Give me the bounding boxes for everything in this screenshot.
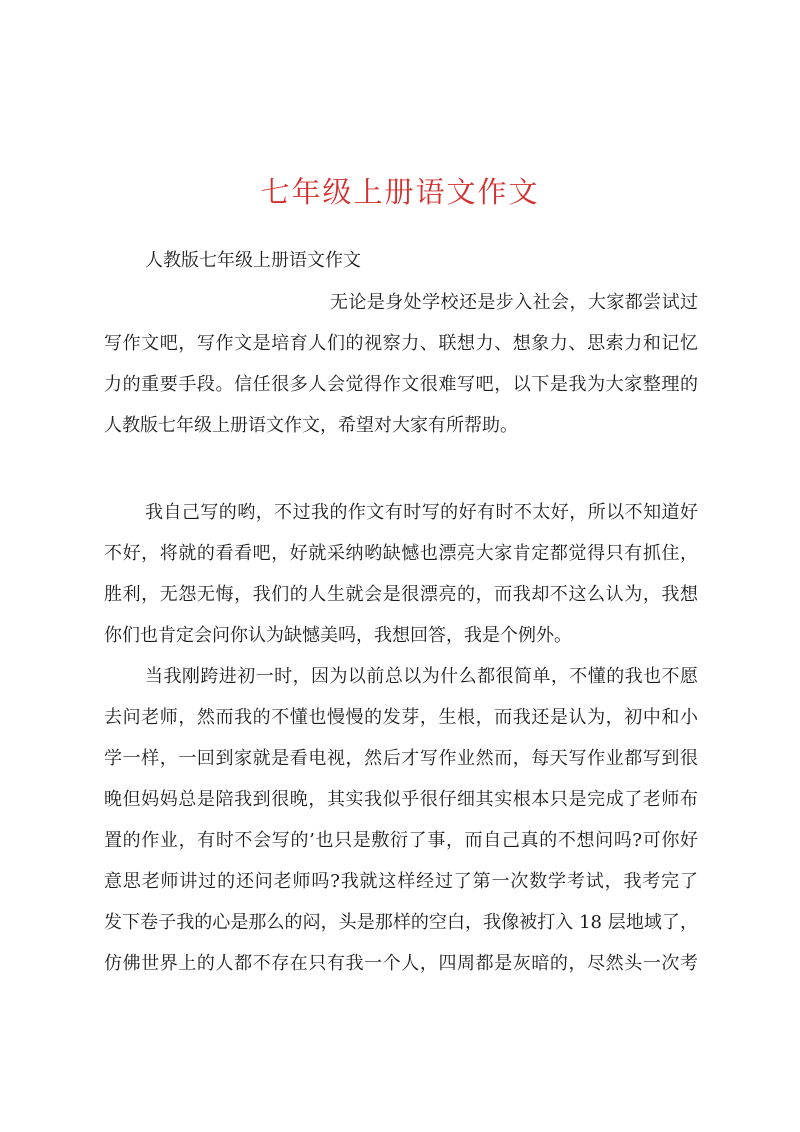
- paragraph-line: 晚但妈妈总是陪我到很晚，其实我似乎很仔细其实根本只是完成了老师布: [104, 789, 698, 810]
- paragraph-line: 仿佛世界上的人都不存在只有我一个人，四周都是灰暗的，尽然头一次考: [104, 953, 698, 974]
- paragraph-line: 意思老师讲过的还问老师吗?我就这样经过了第一次数学考试，我考完了: [104, 871, 698, 892]
- paragraph-line: 胜利，无怨无悔，我们的人生就会是很漂亮的，而我却不这么认为，我想: [104, 584, 698, 605]
- paragraph-line: 置的作业，有时不会写的’也只是敷衍了事，而自己真的不想问吗?可你好: [104, 830, 698, 851]
- intro-line: 力的重要手段。信任很多人会觉得作文很难写吧，以下是我为大家整理的: [104, 374, 698, 395]
- intro-line: 写作文吧，写作文是培育人们的视察力、联想力、想象力、思索力和记忆: [104, 333, 698, 354]
- paragraph-line: 去问老师，然而我的不懂也慢慢的发芽，生根，而我还是认为，初中和小: [104, 707, 698, 728]
- subtitle: 人教版七年级上册语文作文: [145, 250, 361, 271]
- paragraph-line: 当我刚跨进初一时，因为以前总以为什么都很简单，不懂的我也不愿: [145, 666, 698, 687]
- paragraph-line: 我自己写的哟，不过我的作文有时写的好有时不太好，所以不知道好: [145, 502, 698, 523]
- intro-line: 无论是身处学校还是步入社会，大家都尝试过: [330, 292, 698, 313]
- page-title: 七年级上册语文作文: [260, 175, 540, 209]
- paragraph-line: 学一样，一回到家就是看电视，然后才写作业然而，每天写作业都写到很: [104, 748, 698, 769]
- paragraph-line: 不好，将就的看看吧，好就采纳哟缺憾也漂亮大家肯定都觉得只有抓住，: [104, 543, 698, 564]
- paragraph-line: 你们也肯定会问你认为缺憾美吗，我想回答，我是个例外。: [104, 625, 572, 646]
- intro-line: 人教版七年级上册语文作文，希望对大家有所帮助。: [104, 415, 518, 436]
- paragraph-line: 发下卷子我的心是那么的闷，头是那样的空白，我像被打入 18 层地域了，: [104, 912, 698, 933]
